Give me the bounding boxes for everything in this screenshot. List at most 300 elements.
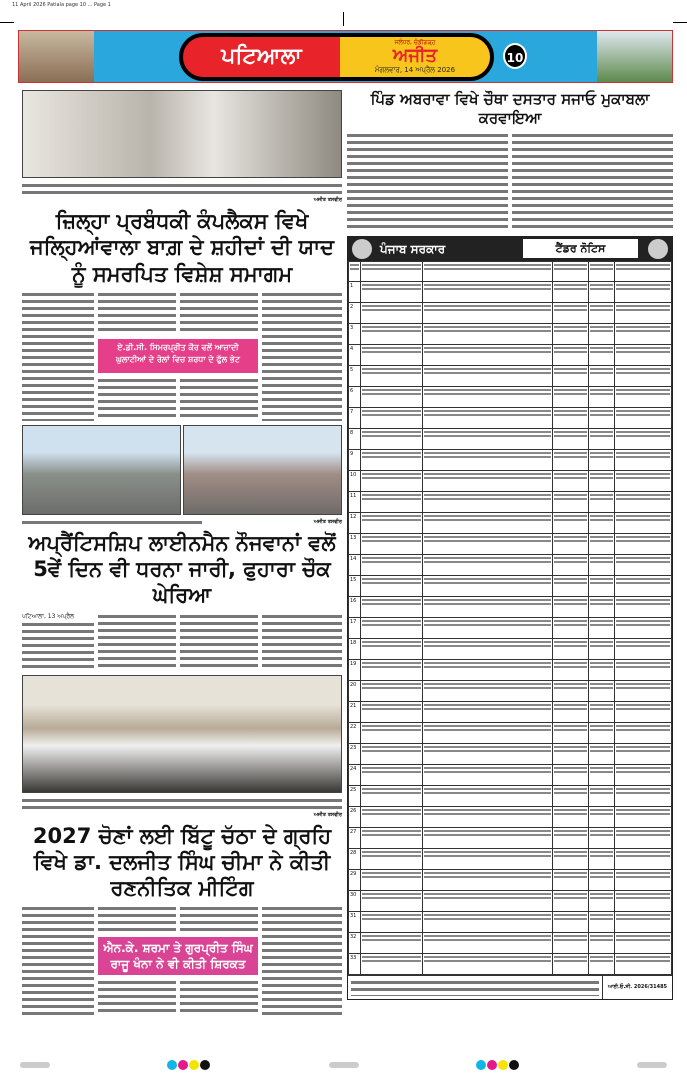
tender-cell: [589, 785, 615, 806]
tender-cell: [423, 743, 553, 764]
tender-row: [349, 890, 672, 911]
serial-number: 12: [349, 512, 361, 533]
color-registration-mark: [476, 1055, 520, 1074]
tender-cell: [361, 323, 423, 344]
serial-number: 28: [349, 848, 361, 869]
tender-cell: [615, 596, 672, 617]
tender-cell: [589, 890, 615, 911]
tender-header: [348, 237, 672, 261]
tender-cell: [553, 533, 589, 554]
tender-row: [349, 638, 672, 659]
article-body: [180, 905, 258, 933]
serial-number: 2: [349, 302, 361, 323]
article-column: [22, 613, 94, 671]
tender-cell: [423, 932, 553, 953]
article-body: [262, 905, 342, 1015]
crop-mark: [0, 22, 14, 23]
highlight-box: ਏ.ਡੀ.ਸੀ. ਸਿਮਰਪ੍ਰੀਤ ਕੌਰ ਵਲੋਂ ਆਜ਼ਾਦੀ ਘੁਲਾਟੀਆਂ ਦੇ ਰੋਲਾਂ ਵਿਚ ਸ਼ਰਧਾ ਦੇ ਫੁੱਲ ਭੇਟ: [98, 339, 258, 373]
tender-cell: [423, 680, 553, 701]
tender-cell: [423, 722, 553, 743]
tender-row: [349, 407, 672, 428]
photo-caption: [22, 519, 202, 525]
tender-cell: [553, 365, 589, 386]
tender-cell: [361, 701, 423, 722]
tender-cell: [553, 701, 589, 722]
tender-cell: [589, 428, 615, 449]
tender-cell: [615, 911, 672, 932]
tender-cell: [589, 848, 615, 869]
tender-cell: [615, 281, 672, 302]
tender-cell: [553, 659, 589, 680]
article-body: [98, 291, 176, 331]
tender-footer: [348, 975, 672, 999]
department-logo-icon: [648, 239, 668, 259]
serial-number: 5: [349, 365, 361, 386]
tender-cell: [423, 785, 553, 806]
tender-cell: [361, 407, 423, 428]
page-number: 10: [503, 43, 527, 69]
tender-cell: [615, 512, 672, 533]
tender-cell: [615, 617, 672, 638]
tender-cell: [589, 743, 615, 764]
tender-row: [349, 512, 672, 533]
tender-cell: [589, 302, 615, 323]
tender-cell: [589, 617, 615, 638]
tender-cell: [615, 785, 672, 806]
print-slug: 11 April 2026 Patiala page 10 ... Page 1: [12, 2, 111, 8]
tender-cell: [589, 554, 615, 575]
article-linemen: [22, 613, 342, 671]
issue-date: ਮੰਗਲਵਾਰ, 14 ਅਪ੍ਰੈਲ 2026: [374, 66, 456, 74]
tender-cell: [553, 554, 589, 575]
tender-cell: [361, 848, 423, 869]
tender-cell: [553, 491, 589, 512]
tender-cell: [423, 449, 553, 470]
tender-cell: [423, 470, 553, 491]
serial-number: 26: [349, 806, 361, 827]
crop-mark: [673, 22, 687, 23]
tender-cell: [361, 596, 423, 617]
tender-cell: [553, 281, 589, 302]
tender-cell: [361, 575, 423, 596]
tender-cell: [423, 512, 553, 533]
highlight-box: ਐਨ.ਕੇ. ਸ਼ਰਮਾ ਤੇ ਗੁਰਪ੍ਰੀਤ ਸਿੰਘ ਰਾਜੂ ਖੰਨਾ ਨੇ ਵੀ ਕੀਤੀ ਸ਼ਿਰਕਤ: [98, 937, 258, 975]
serial-number: 16: [349, 596, 361, 617]
tender-row: [349, 386, 672, 407]
tender-cell: [553, 764, 589, 785]
tender-cell: [615, 953, 672, 974]
tender-row: [349, 470, 672, 491]
print-marks: [0, 1045, 687, 1084]
headline-turban-contest: ਪਿੰਡ ਅਬਰਾਵਾ ਵਿਖੇ ਚੌਥਾ ਦਸਤਾਰ ਸਜਾਓ ਮੁਕਾਬਲਾ ਕਰਵਾਇਆ: [370, 90, 650, 127]
tender-cell: [553, 617, 589, 638]
tender-cell: [589, 533, 615, 554]
tender-cell: [615, 386, 672, 407]
headline-linemen-protest: ਅਪ੍ਰੈਂਟਿਸਸ਼ਿਪ ਲਾਈਨਮੈਨ ਨੌਜਵਾਨਾਂ ਵਲੋਂ 5ਵੇਂ ਦਿਨ ਵੀ ਧਰਨਾ ਜਾਰੀ, ਫੁਹਾਰਾ ਚੌਕ ਘੇਰਿਆ: [28, 530, 336, 608]
tender-row: [349, 869, 672, 890]
tender-cell: [615, 659, 672, 680]
tender-cell: [553, 302, 589, 323]
serial-number: 31: [349, 911, 361, 932]
serial-number: 23: [349, 743, 361, 764]
tender-row: [349, 491, 672, 512]
tender-cell: [361, 680, 423, 701]
tender-cell: [361, 743, 423, 764]
serial-number: 21: [349, 701, 361, 722]
tender-cell: [361, 617, 423, 638]
photo-row: [22, 425, 342, 515]
tender-cell: [361, 890, 423, 911]
tender-row: [349, 365, 672, 386]
article-body: [98, 377, 176, 417]
tender-cell: [589, 281, 615, 302]
tender-cell: [615, 344, 672, 365]
tender-cell: [423, 302, 553, 323]
tender-cell: [423, 428, 553, 449]
tender-cell: [361, 302, 423, 323]
article-body: [98, 613, 176, 671]
title-pill: [179, 33, 494, 81]
serial-number: 8: [349, 428, 361, 449]
tender-row: [349, 806, 672, 827]
tender-row: [349, 785, 672, 806]
tender-cell: [423, 911, 553, 932]
tender-cell: [553, 743, 589, 764]
serial-number: 19: [349, 659, 361, 680]
tender-cell: [553, 344, 589, 365]
tender-cell: [589, 953, 615, 974]
tender-cell: [423, 869, 553, 890]
tender-cell: [423, 281, 553, 302]
tender-cell: [589, 638, 615, 659]
caption-row: [22, 182, 342, 204]
article-body: [512, 132, 673, 232]
monument-photo: [597, 31, 672, 82]
serial-number: 3: [349, 323, 361, 344]
tender-cell: [589, 701, 615, 722]
tender-row: [349, 428, 672, 449]
tender-cell: [615, 848, 672, 869]
right-column: [347, 90, 673, 1000]
tender-cell: [589, 470, 615, 491]
tender-cell: [615, 449, 672, 470]
tender-cell: [423, 659, 553, 680]
tender-footer-note: [351, 979, 599, 996]
tender-cell: [589, 575, 615, 596]
tender-cell: [615, 323, 672, 344]
tender-row: [349, 323, 672, 344]
tender-cell: [361, 281, 423, 302]
serial-number: 17: [349, 617, 361, 638]
tender-cell: [553, 911, 589, 932]
tender-cell: [361, 638, 423, 659]
tender-cell: [553, 449, 589, 470]
tender-cell: [615, 722, 672, 743]
article-body: [262, 613, 342, 671]
tender-cell: [553, 722, 589, 743]
tender-cell: [361, 533, 423, 554]
tender-cell: [423, 890, 553, 911]
tender-cell: [361, 827, 423, 848]
tender-cell: [553, 680, 589, 701]
tender-cell: [589, 827, 615, 848]
tender-cell: [615, 491, 672, 512]
serial-number: 25: [349, 785, 361, 806]
tender-cell: [615, 365, 672, 386]
headline-jallianwala: ਜ਼ਿਲ੍ਹਾ ਪ੍ਰਬੰਧਕੀ ਕੰਪਲੈਕਸ ਵਿਖੇ ਜਲ੍ਹਿਆਂਵਾਲਾ ਬਾਗ਼ ਦੇ ਸ਼ਹੀਦਾਂ ਦੀ ਯਾਦ ਨੂੰ ਸਮਰਪਿਤ ਵਿਸ਼ੇਸ਼ ਸਮਾਗਮ: [30, 209, 334, 286]
tender-row: [349, 911, 672, 932]
tender-row: [349, 554, 672, 575]
tender-cell: [553, 848, 589, 869]
tender-cell: [553, 407, 589, 428]
article-cheema: [22, 905, 342, 1015]
serial-number: 10: [349, 470, 361, 491]
serial-number: 14: [349, 554, 361, 575]
photo-protest-2: [183, 425, 342, 515]
tender-cell: [423, 407, 553, 428]
tender-cell: [423, 827, 553, 848]
tender-row: [349, 827, 672, 848]
tender-row: [349, 701, 672, 722]
tender-cell: [361, 512, 423, 533]
tender-cell: [423, 323, 553, 344]
photo-commemoration: [22, 90, 342, 178]
tender-cell: [361, 554, 423, 575]
tender-cell: [589, 323, 615, 344]
tender-cell: [553, 575, 589, 596]
tender-cell: [553, 827, 589, 848]
caption-row: [22, 519, 342, 526]
tender-cell: [361, 932, 423, 953]
tender-cell: [423, 575, 553, 596]
tender-cell: [553, 785, 589, 806]
tender-cell: [553, 596, 589, 617]
tender-cell: [423, 806, 553, 827]
article-body: [180, 979, 258, 1015]
tender-cell: [361, 470, 423, 491]
tender-cell: [589, 722, 615, 743]
tender-cell: [361, 869, 423, 890]
article-body: [22, 905, 94, 1015]
tender-cell: [615, 407, 672, 428]
tender-row: [349, 281, 672, 302]
tender-cell: [423, 638, 553, 659]
serial-number: 22: [349, 722, 361, 743]
tender-cell: [423, 386, 553, 407]
gray-bar-mark: [329, 1062, 359, 1068]
serial-number: 20: [349, 680, 361, 701]
serial-number: 24: [349, 764, 361, 785]
tender-cell: [361, 491, 423, 512]
tender-cell: [615, 827, 672, 848]
heritage-photo: [19, 31, 94, 82]
color-registration-mark: [167, 1055, 211, 1074]
tender-cell: [615, 764, 672, 785]
article-body: [98, 979, 176, 1015]
tender-cell: [615, 932, 672, 953]
tender-cell: [423, 554, 553, 575]
tender-cell: [589, 449, 615, 470]
tender-cell: [361, 428, 423, 449]
tender-cell: [553, 869, 589, 890]
tender-cell: [615, 533, 672, 554]
tender-cell: [423, 764, 553, 785]
page-columns: [22, 90, 673, 1015]
tender-cell: [615, 470, 672, 491]
tender-cell: [589, 386, 615, 407]
tender-cell: [423, 701, 553, 722]
tender-cell: [361, 365, 423, 386]
photo-credit: ਅਜੀਤ ਤਸਵੀਰ: [313, 518, 342, 525]
tender-cell: [361, 785, 423, 806]
tender-cell: [589, 344, 615, 365]
gray-bar-mark: [20, 1062, 50, 1068]
tender-cell: [361, 659, 423, 680]
serial-number: 1: [349, 281, 361, 302]
crop-mark: [343, 12, 344, 26]
tender-row: [349, 617, 672, 638]
tender-cell: [361, 911, 423, 932]
article-body: [180, 377, 258, 417]
serial-number: 9: [349, 449, 361, 470]
photo-credit: ਅਜੀਤ ਤਸਵੀਰ: [313, 811, 342, 818]
serial-number: 29: [349, 869, 361, 890]
serial-number: 6: [349, 386, 361, 407]
section-title: ਪਟਿਆਲਾ: [221, 44, 302, 69]
tender-cell: [589, 680, 615, 701]
serial-number: 27: [349, 827, 361, 848]
serial-number: 13: [349, 533, 361, 554]
tender-cell: [423, 491, 553, 512]
photo-protest-1: [22, 425, 181, 515]
serial-number: 7: [349, 407, 361, 428]
headline-cheema-meeting: 2027 ਚੋਣਾਂ ਲਈ ਬਿੱਟੂ ਚੱਠਾ ਦੇ ਗ੍ਰਹਿ ਵਿਖੇ ਡਾ. ਦਲਜੀਤ ਸਿੰਘ ਚੀਮਾ ਨੇ ਕੀਤੀ ਰਣਨੀਤਿਕ ਮੀਟਿੰਗ: [32, 823, 332, 900]
tender-cell: [361, 386, 423, 407]
tender-row: [349, 596, 672, 617]
serial-number: 32: [349, 932, 361, 953]
tender-cell: [615, 869, 672, 890]
tender-cell: [589, 365, 615, 386]
tender-row: [349, 764, 672, 785]
tender-cell: [553, 806, 589, 827]
tender-notice: [347, 236, 673, 1000]
tender-cell: [553, 953, 589, 974]
serial-number: 4: [349, 344, 361, 365]
article-body: [98, 905, 176, 933]
govt-name: ਪੰਜਾਬ ਸਰਕਾਰ: [380, 241, 446, 256]
tender-cell: [615, 743, 672, 764]
article-body: [180, 291, 258, 331]
tender-cell: [615, 701, 672, 722]
tender-cell: [361, 344, 423, 365]
tender-cell: [553, 386, 589, 407]
tender-cell: [423, 365, 553, 386]
tender-cell: [615, 575, 672, 596]
masthead: [18, 30, 673, 83]
tender-row: [349, 659, 672, 680]
tender-cell: [553, 470, 589, 491]
tender-cell: [589, 806, 615, 827]
photo-caption: [22, 797, 342, 811]
tender-cell: [423, 617, 553, 638]
tender-cell: [423, 533, 553, 554]
dateline: ਪਟਿਆਲਾ, 13 ਅਪ੍ਰੈਲ: [22, 612, 75, 620]
tender-cell: [423, 596, 553, 617]
tender-cell: [615, 806, 672, 827]
tender-row: [349, 953, 672, 974]
tender-cell: [615, 680, 672, 701]
tender-row: [349, 575, 672, 596]
photo-caption: [22, 182, 342, 196]
tender-cell: [553, 638, 589, 659]
tender-row: [349, 533, 672, 554]
tender-cell: [423, 344, 553, 365]
tender-cell: [553, 932, 589, 953]
serial-number: 11: [349, 491, 361, 512]
tender-row: [349, 743, 672, 764]
article-body: [22, 291, 94, 421]
tender-table: [348, 261, 672, 975]
tender-cell: [361, 722, 423, 743]
tender-cell: [615, 890, 672, 911]
photo-credit: ਅਜੀਤ ਤਸਵੀਰ: [313, 197, 342, 203]
edition-place: ਜਲੰਧਰ, ਚੰਡੀਗੜ੍ਹ: [394, 39, 436, 46]
tender-row: [349, 680, 672, 701]
tender-cell: [589, 869, 615, 890]
photo-meeting: [22, 675, 342, 793]
tender-row: [349, 932, 672, 953]
tender-cell: [361, 764, 423, 785]
tender-cell: [361, 449, 423, 470]
tender-cell: [589, 932, 615, 953]
article-body: [22, 621, 94, 671]
tender-cell: [361, 953, 423, 974]
tender-title: ਟੈਂਡਰ ਨੋਟਿਸ: [523, 239, 638, 258]
tender-cell: [615, 554, 672, 575]
tender-cell: [615, 302, 672, 323]
serial-number: 30: [349, 890, 361, 911]
tender-cell: [589, 659, 615, 680]
tender-cell: [589, 596, 615, 617]
punjab-govt-emblem-icon: [352, 239, 372, 259]
tender-cell: [615, 638, 672, 659]
article-turban: [347, 132, 673, 232]
gray-bar-mark: [637, 1062, 667, 1068]
serial-number: 33: [349, 953, 361, 974]
tender-cell: [589, 764, 615, 785]
tender-cell: [589, 407, 615, 428]
tender-cell: [553, 428, 589, 449]
article-body: [347, 132, 508, 232]
tender-cell: [423, 953, 553, 974]
article-jallianwala: [22, 291, 342, 421]
tender-ref: ਆਈ.ਓ.ਸੀ. 2026/31485: [602, 976, 672, 999]
tender-cell: [589, 512, 615, 533]
tender-cell: [615, 428, 672, 449]
tender-cell: [589, 491, 615, 512]
caption-row: [22, 797, 342, 819]
tender-cell: [553, 323, 589, 344]
article-body: [262, 291, 342, 421]
tender-row: [349, 302, 672, 323]
tender-row: [349, 344, 672, 365]
tender-cell: [553, 890, 589, 911]
tender-row: [349, 848, 672, 869]
paper-title: ਅਜੀਤ: [392, 45, 438, 66]
tender-cell: [361, 806, 423, 827]
left-column: [22, 90, 342, 1015]
article-body: [180, 613, 258, 671]
